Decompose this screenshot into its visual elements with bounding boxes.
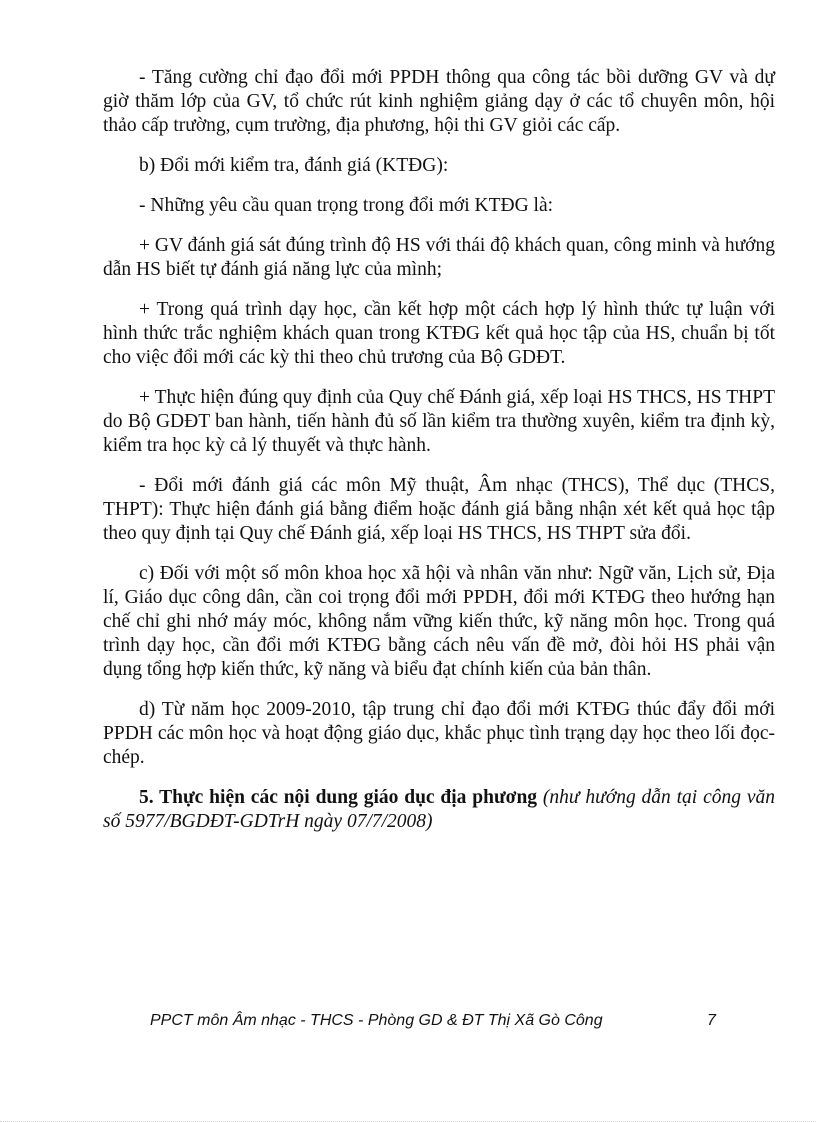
section-5-note: (như hướng dẫn tại công văn số 5977/BGDĐT-GDTrH ngày 07/7/2008) bbox=[103, 787, 775, 832]
paragraph-regulations: + Thực hiện đúng quy định của Quy chế Đánh giá, xếp loại HS THCS, HS THPT do Bộ GDĐT ban hành, tiến hành đủ số lần kiểm tra thường xuyên, kiểm tra định kỳ, kiểm tra học kỳ cả lý thuyết và thực hành. bbox=[103, 387, 775, 456]
section-5-title: 5. Thực hiện các nội dung giáo dục địa phương bbox=[139, 787, 538, 808]
paragraph-requirements: - Những yêu cầu quan trọng trong đổi mới KTĐG là: bbox=[139, 195, 554, 216]
section-5-heading bbox=[103, 786, 775, 834]
paragraph-heading-d: d) Từ năm học 2009-2010, tập trung chỉ đạo đổi mới KTĐG thúc đẩy đổi mới PPDH các môn học và hoạt động giáo dục, khắc phục tình trạng dạy học theo lối đọc-chép. bbox=[103, 699, 775, 768]
paragraph-teacher-training: - Tăng cường chỉ đạo đổi mới PPDH thông qua công tác bồi dưỡng GV và dự giờ thăm lớp của GV, tổ chức rút kinh nghiệm giảng dạy ở các tổ chuyên môn, hội thảo cấp trường, cụm trường, địa phương, hội thi GV giỏi các cấp. bbox=[103, 67, 775, 136]
paragraph-combined-formats: + Trong quá trình dạy học, cần kết hợp một cách hợp lý hình thức tự luận với hình thức trắc nghiệm khách quan trong KTĐG kết quả học tập của HS, chuẩn bị tốt cho việc đổi mới các kỳ thi theo chủ trương của Bộ GDĐT. bbox=[103, 299, 775, 368]
paragraph-heading-c: c) Đối với một số môn khoa học xã hội và nhân văn như: Ngữ văn, Lịch sử, Địa lí, Giáo dục công dân, cần coi trọng đổi mới PPDH, đổi mới KTĐG theo hướng hạn chế chỉ ghi nhớ máy móc, không nắm vững kiến thức, kỹ năng môn học. Trong quá trình dạy học, cần đổi mới KTĐG bằng cách nêu vấn đề mở, đòi hỏi HS phải vận dụng tổng hợp kiến thức, kỹ năng và biểu đạt chính kiến của bản thân. bbox=[103, 563, 775, 680]
document-body bbox=[103, 66, 775, 834]
paragraph-objective-assessment: + GV đánh giá sát đúng trình độ HS với thái độ khách quan, công minh và hướng dẫn HS biết tự đánh giá năng lực của mình; bbox=[103, 235, 775, 280]
paragraph-heading-b: b) Đổi mới kiểm tra, đánh giá (KTĐG): bbox=[139, 155, 449, 176]
footer-text: PPCT môn Âm nhạc - THCS - Phòng GD & ĐT Thị Xã Gò Công bbox=[150, 1012, 603, 1029]
paragraph-arts-assessment: - Đổi mới đánh giá các môn Mỹ thuật, Âm nhạc (THCS), Thể dục (THCS, THPT): Thực hiện đánh giá bằng điểm hoặc đánh giá bằng nhận xét kết quả học tập theo quy định tại Quy chế Đánh giá, xếp loại HS THCS, HS THPT sửa đổi. bbox=[103, 475, 775, 544]
page-bottom-divider bbox=[0, 1121, 816, 1122]
page-number: 7 bbox=[707, 1012, 716, 1029]
